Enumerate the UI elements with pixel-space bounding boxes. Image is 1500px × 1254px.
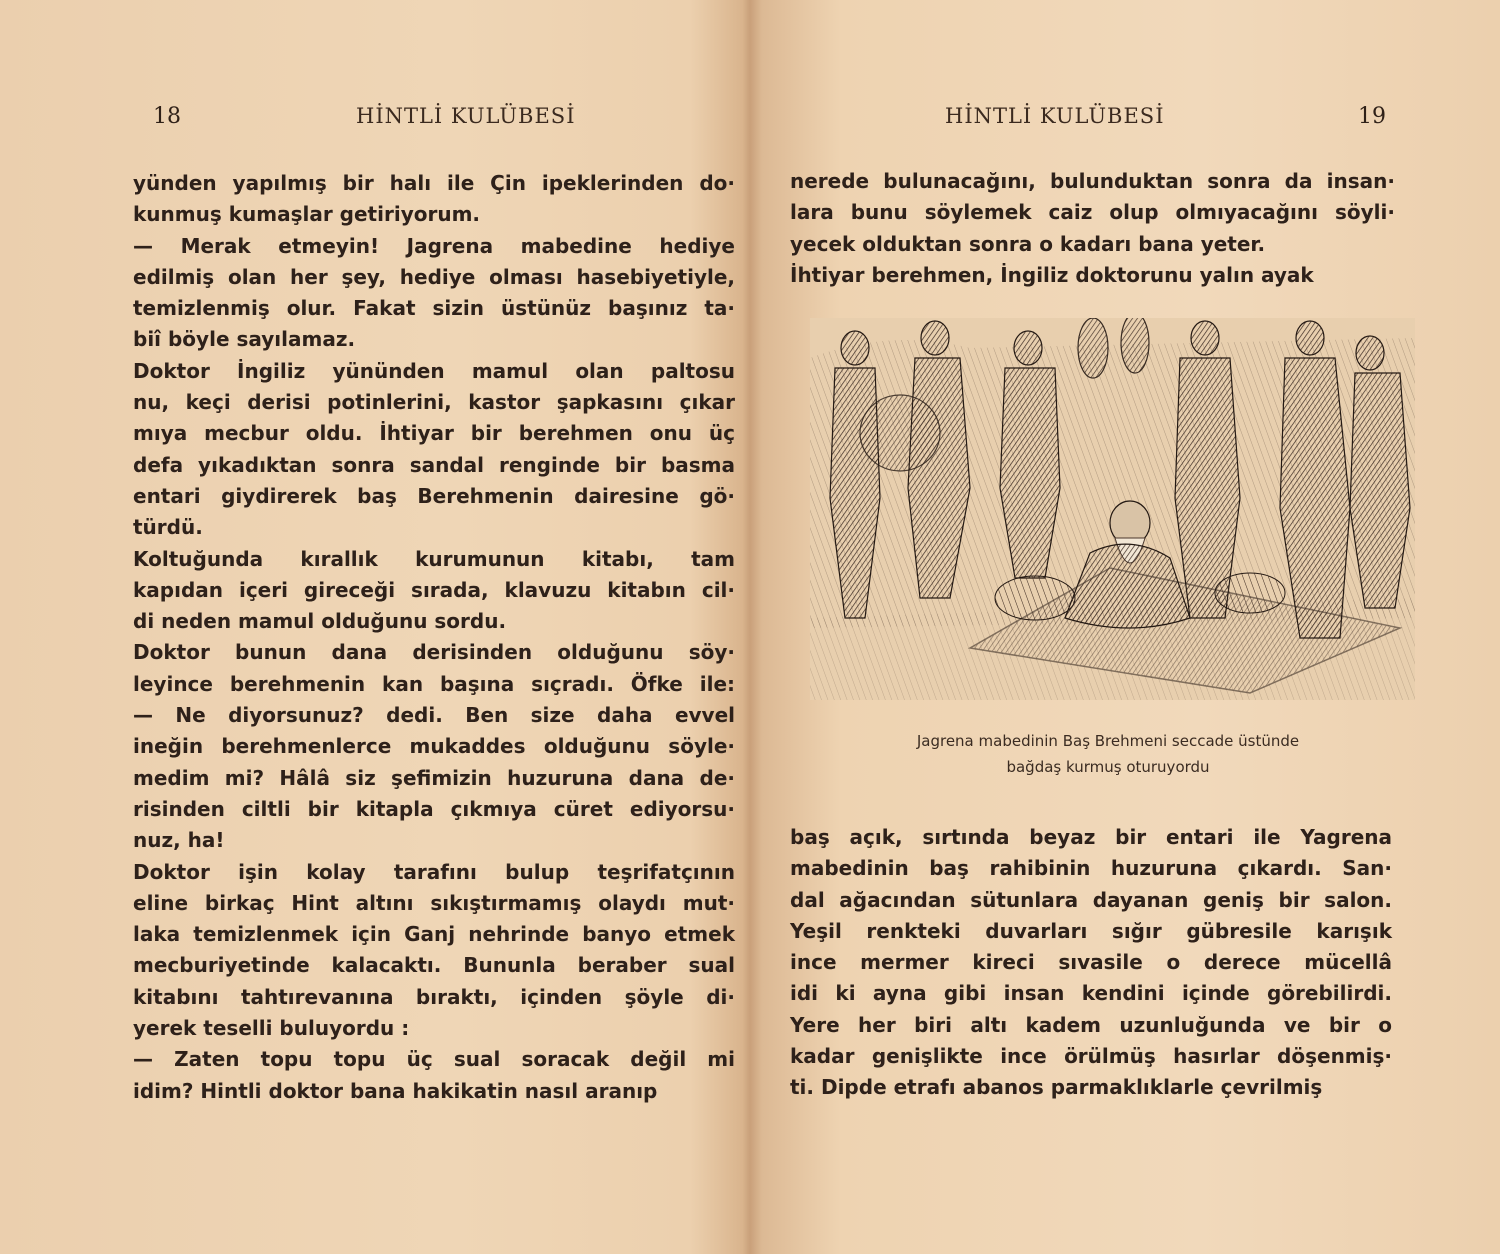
text-line: defa yıkadıktan sonra sandal renginde bir basma bbox=[133, 452, 735, 477]
text-line: edilmiş olan her şey, hediye olması hasebiyetiyle, bbox=[133, 264, 735, 289]
caption-line: bağdaş kurmuş oturuyordu bbox=[1006, 758, 1210, 776]
text-line: Yere her biri altı kadem uzunluğunda ve bir o bbox=[790, 1012, 1392, 1037]
text-line: ince mermer kireci sıvasile o derece mücellâ bbox=[790, 950, 1392, 975]
body-text-top bbox=[790, 166, 1395, 291]
text-line: ti. Dipde etrafı abanos parmaklıklarle çevrilmiş bbox=[790, 1075, 1323, 1100]
page-number: 18 bbox=[153, 104, 181, 129]
text-line: türdü. bbox=[133, 515, 203, 540]
text-line: nuz, ha! bbox=[133, 828, 225, 853]
text-line: kunmuş kumaşlar getiriyorum. bbox=[133, 202, 481, 227]
text-line: Koltuğunda kırallık kurumunun kitabı, tam bbox=[133, 546, 735, 571]
text-line: idim? Hintli doktor bana hakikatin nasıl aranıp bbox=[133, 1078, 658, 1103]
text-line: eline birkaç Hint altını sıkıştırmamış olaydı mut· bbox=[133, 890, 735, 915]
text-line: Doktor bunun dana derisinden olduğunu söy· bbox=[133, 640, 735, 665]
text-line: kapıdan içeri gireceği sırada, klavuzu kitabın cil· bbox=[133, 577, 735, 602]
text-line: kitabını tahtırevanına bıraktı, içinden şöyle di· bbox=[133, 984, 735, 1009]
running-head: HİNTLİ KULÜBESİ bbox=[945, 104, 1165, 128]
text-line: medim mi? Hâlâ siz şefimizin huzuruna dana de· bbox=[133, 765, 735, 790]
text-line: idi ki ayna gibi insan kendini içinde görebilirdi. bbox=[790, 981, 1392, 1006]
body-text bbox=[133, 168, 735, 1107]
text-line: biî böyle sayılamaz. bbox=[133, 327, 356, 352]
body-text-bottom bbox=[790, 822, 1392, 1104]
engraving-illustration-icon bbox=[810, 318, 1415, 700]
running-head: HİNTLİ KULÜBESİ bbox=[356, 104, 576, 128]
text-line: nerede bulunacağını, bulunduktan sonra da insan· bbox=[790, 169, 1395, 193]
text-line: dal ağacından sütunlara dayanan geniş bir salon. bbox=[790, 887, 1392, 912]
text-line: leyince berehmenin kan başına sıçradı. Öfke ile: bbox=[133, 671, 735, 696]
text-line: mabedinin baş rahibinin huzuruna çıkardı. San· bbox=[790, 856, 1392, 881]
text-line: mecburiyetinde kalacaktı. Bununla beraber sual bbox=[133, 953, 735, 978]
text-line: Doktor İngiliz yününden mamul olan paltosu bbox=[133, 358, 735, 383]
text-line: temizlenmiş olur. Fakat sizin üstünüz başınız ta· bbox=[133, 296, 735, 321]
text-line: lara bunu söylemek caiz olup olmıyacağını söyli· bbox=[790, 200, 1395, 225]
figure-caption bbox=[848, 728, 1368, 780]
caption-line: Jagrena mabedinin Baş Brehmeni seccade üstünde bbox=[916, 732, 1300, 750]
text-line: entari giydirerek baş Berehmenin dairesine gö· bbox=[133, 483, 735, 508]
text-line: — Zaten topu topu üç sual soracak değil mi bbox=[133, 1047, 735, 1072]
text-line: nu, keçi derisi potinlerini, kastor şapkasını çıkar bbox=[133, 390, 735, 415]
text-line: Doktor işin kolay tarafını bulup teşrifatçının bbox=[133, 859, 735, 884]
text-line: risinden ciltli bir kitapla çıkmıya cüret ediyorsu· bbox=[133, 796, 735, 821]
text-line: — Merak etmeyin! Jagrena mabedine hediye bbox=[133, 233, 735, 258]
text-line: di neden mamul olduğunu sordu. bbox=[133, 609, 507, 634]
text-line: İhtiyar berehmen, İngiliz doktorunu yalın ayak bbox=[790, 262, 1314, 287]
text-line: — Ne diyorsunuz? dedi. Ben size daha evvel bbox=[133, 703, 735, 728]
text-line: Yeşil renkteki duvarları sığır gübresile karışık bbox=[790, 918, 1392, 943]
text-line: yerek teselli buluyordu : bbox=[133, 1016, 410, 1041]
text-line: kadar genişlikte ince örülmüş hasırlar döşenmiş· bbox=[790, 1044, 1392, 1069]
page-number: 19 bbox=[1358, 104, 1386, 129]
text-line: mıya mecbur oldu. İhtiyar bir berehmen onu üç bbox=[133, 421, 735, 446]
text-line: yünden yapılmış bir halı ile Çin ipeklerinden do· bbox=[133, 171, 735, 195]
text-line: laka temizlenmek için Ganj nehrinde banyo etmek bbox=[133, 922, 735, 947]
text-line: yecek olduktan sonra o kadarı bana yeter. bbox=[790, 231, 1266, 256]
text-line: ineğin berehmenlerce mukaddes olduğunu söyle· bbox=[133, 734, 735, 759]
text-line: baş açık, sırtında beyaz bir entari ile Yagrena bbox=[790, 825, 1392, 849]
